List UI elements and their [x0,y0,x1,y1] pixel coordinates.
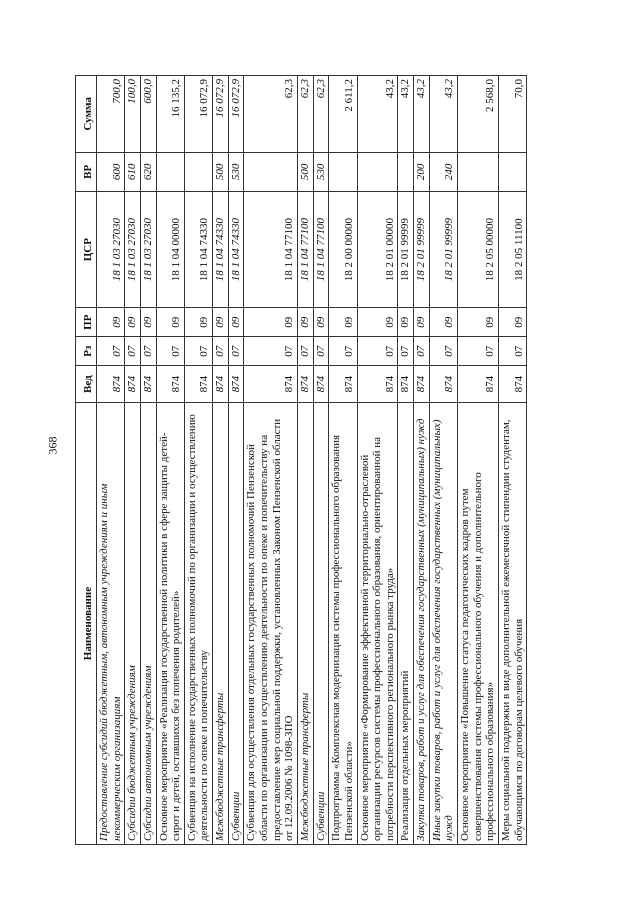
table-row [313,76,329,845]
cell-sum: 16 072,9 [228,76,244,153]
cell-pr: 09 [357,308,398,337]
cell-pr: 09 [329,308,357,337]
cell-name: Субсидии бюджетным учреждениям [125,403,141,845]
cell-rz: 07 [313,337,329,366]
cell-pr: 09 [297,308,313,337]
cell-csr: 18 1 03 27030 [97,192,125,308]
cell-csr: 18 1 03 27030 [140,192,156,308]
cell-ved: 874 [213,366,229,403]
cell-ved: 874 [313,366,329,403]
cell-sum: 700,0 [97,76,125,153]
cell-rz: 07 [414,337,430,366]
cell-csr: 18 2 00 00000 [329,192,357,308]
cell-sum: 100,0 [125,76,141,153]
cell-pr: 09 [213,308,229,337]
cell-sum: 62,3 [244,76,298,153]
cell-rz: 07 [97,337,125,366]
cell-ved: 874 [429,366,457,403]
cell-ved: 874 [398,366,414,403]
cell-rz: 07 [398,337,414,366]
header-ved: Вед [76,366,97,403]
cell-csr: 18 1 04 00000 [156,192,184,308]
table-row [97,76,125,845]
cell-csr: 18 1 04 77100 [297,192,313,308]
table-row [429,76,457,845]
cell-sum: 70,0 [498,76,526,153]
cell-name: Иные закупки товаров, работ и услуг для обеспечения государственных (муниципальных) нужд [429,403,457,845]
cell-sum: 16 072,9 [213,76,229,153]
budget-table [75,75,527,845]
cell-sum: 62,3 [313,76,329,153]
cell-pr: 09 [97,308,125,337]
cell-vr [156,152,184,192]
table-row [156,76,184,845]
cell-csr: 18 1 04 77100 [244,192,298,308]
cell-csr: 18 1 04 74330 [228,192,244,308]
cell-sum: 43,2 [414,76,430,153]
header-name: Наименование [76,403,97,845]
cell-ved: 874 [156,366,184,403]
table-row [213,76,229,845]
cell-csr: 18 2 01 99999 [429,192,457,308]
cell-name: Основное мероприятие «Формирование эффективной территориально-отраслевой организации ресурсов системы профессионального образования, ориентированной на потребности перспективного регионального рынка труда» [357,403,398,845]
cell-name: Основное мероприятие «Реализация государственной политики в сфере защиты детей-сирот и детей, оставшихся без попечения родителей» [156,403,184,845]
cell-ved: 874 [498,366,526,403]
cell-vr: 620 [140,152,156,192]
table-row [329,76,357,845]
cell-rz: 07 [357,337,398,366]
header-csr: ЦСР [76,192,97,308]
cell-ved: 874 [184,366,212,403]
cell-name: Закупка товаров, работ и услуг для обеспечения государственных (муниципальных) нужд [414,403,430,845]
cell-ved: 874 [140,366,156,403]
cell-ved: 874 [244,366,298,403]
cell-name: Межбюджетные трансферты [297,403,313,845]
cell-sum: 43,2 [429,76,457,153]
cell-vr [498,152,526,192]
cell-csr: 18 1 04 74330 [213,192,229,308]
cell-sum: 2 568,0 [458,76,499,153]
table-body [97,76,527,845]
cell-name: Межбюджетные трансферты [213,403,229,845]
table-row [357,76,398,845]
cell-pr: 09 [313,308,329,337]
cell-rz: 07 [213,337,229,366]
cell-rz: 07 [140,337,156,366]
cell-rz: 07 [297,337,313,366]
cell-rz: 07 [156,337,184,366]
cell-rz: 07 [184,337,212,366]
table-row [244,76,298,845]
table-row [140,76,156,845]
table-row [498,76,526,845]
cell-csr: 18 1 04 74330 [184,192,212,308]
cell-vr: 600 [97,152,125,192]
cell-sum: 16 135,2 [156,76,184,153]
cell-csr: 18 2 05 00000 [458,192,499,308]
table-row [184,76,212,845]
cell-name: Подпрограмма «Комплексная модернизация системы профессионального образования Пензенской области» [329,403,357,845]
cell-vr: 500 [297,152,313,192]
cell-ved: 874 [458,366,499,403]
cell-sum: 2 611,2 [329,76,357,153]
cell-name: Субвенция для осуществления отдельных государственных полномочий Пензенской области по организации и осуществлению деятельности по опеке и попечительству на предоставление мер социальной поддержки, установленных Законом Пензенской области от 12.09.2006 № 1098-ЗПО [244,403,298,845]
cell-rz: 07 [329,337,357,366]
cell-sum: 62,3 [297,76,313,153]
cell-ved: 874 [329,366,357,403]
cell-vr [357,152,398,192]
table-row [458,76,499,845]
cell-pr: 09 [414,308,430,337]
cell-name: Предоставление субсидий бюджетным, автономным учреждениям и иным некоммерческим организациям [97,403,125,845]
cell-name: Субвенции [228,403,244,845]
cell-rz: 07 [125,337,141,366]
cell-pr: 09 [228,308,244,337]
cell-ved: 874 [357,366,398,403]
cell-pr: 09 [398,308,414,337]
cell-sum: 43,2 [398,76,414,153]
cell-rz: 07 [429,337,457,366]
cell-csr: 18 2 01 99999 [398,192,414,308]
cell-pr: 09 [429,308,457,337]
cell-ved: 874 [297,366,313,403]
cell-pr: 09 [156,308,184,337]
cell-vr [184,152,212,192]
header-vr: ВР [76,152,97,192]
cell-vr [458,152,499,192]
cell-ved: 874 [125,366,141,403]
cell-csr: 18 1 04 77100 [313,192,329,308]
cell-sum: 43,2 [357,76,398,153]
cell-sum: 600,0 [140,76,156,153]
cell-rz: 07 [244,337,298,366]
cell-name: Реализация отдельных мероприятий [398,403,414,845]
cell-vr: 500 [213,152,229,192]
cell-vr [329,152,357,192]
table-row [414,76,430,845]
table-row [125,76,141,845]
cell-vr [244,152,298,192]
table-row [297,76,313,845]
table-row [228,76,244,845]
cell-vr: 240 [429,152,457,192]
budget-table-container [75,75,570,845]
cell-name: Субвенция на исполнение государственных полномочий по организации и осуществлению деятельности по опеке и попечительству [184,403,212,845]
cell-ved: 874 [97,366,125,403]
cell-ved: 874 [414,366,430,403]
cell-rz: 07 [458,337,499,366]
cell-vr: 200 [414,152,430,192]
cell-vr: 530 [313,152,329,192]
table-row [398,76,414,845]
page-number: 368 [45,436,60,455]
cell-pr: 09 [244,308,298,337]
table-header-row [76,76,97,845]
cell-rz: 07 [228,337,244,366]
cell-csr: 18 2 05 11100 [498,192,526,308]
cell-ved: 874 [228,366,244,403]
cell-vr: 530 [228,152,244,192]
cell-csr: 18 2 01 99999 [414,192,430,308]
cell-pr: 09 [458,308,499,337]
header-pr: ПР [76,308,97,337]
header-sum: Сумма [76,76,97,153]
cell-sum: 16 072,9 [184,76,212,153]
cell-csr: 18 2 01 00000 [357,192,398,308]
cell-rz: 07 [498,337,526,366]
cell-csr: 18 1 03 27030 [125,192,141,308]
cell-pr: 09 [140,308,156,337]
cell-vr: 610 [125,152,141,192]
cell-vr [398,152,414,192]
cell-name: Меры социальной поддержки в виде дополнительной ежемесячной стипендии студентам, обучающимся по договорам целевого обучения [498,403,526,845]
cell-pr: 09 [184,308,212,337]
cell-pr: 09 [125,308,141,337]
cell-pr: 09 [498,308,526,337]
header-rz: Рз [76,337,97,366]
cell-name: Субсидии автономным учреждениям [140,403,156,845]
cell-name: Основное мероприятие «Повышение статуса педагогических кадров путем совершенствования системы профессионального обучения и дополнительного профессионального образования» [458,403,499,845]
cell-name: Субвенции [313,403,329,845]
